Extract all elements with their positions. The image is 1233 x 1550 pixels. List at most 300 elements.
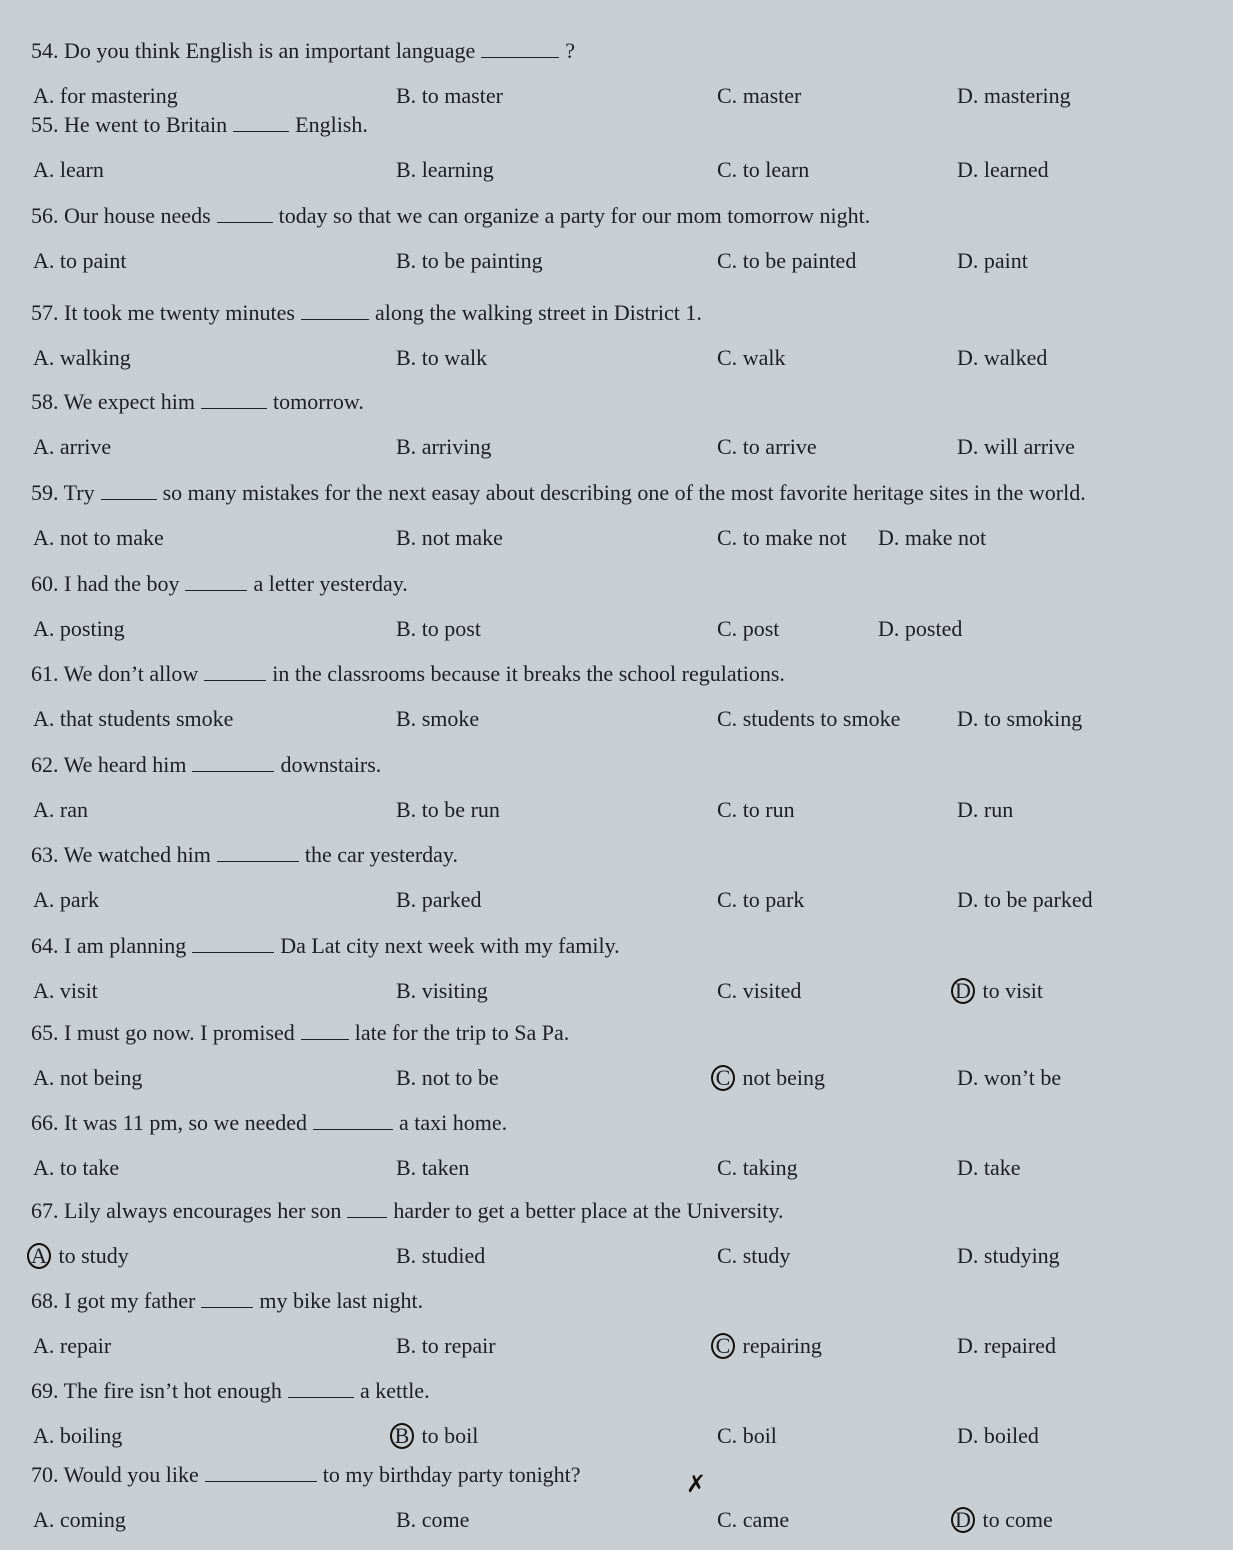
question-text-after: downstairs. xyxy=(280,752,382,777)
option-text: studied xyxy=(421,1243,486,1268)
option-text: not make xyxy=(421,525,503,550)
option-d[interactable] xyxy=(957,978,1043,1004)
option-letter: A. xyxy=(33,1507,55,1532)
option-text: learned xyxy=(983,157,1049,182)
question-number: 62. xyxy=(31,752,59,777)
option-letter: D. xyxy=(957,1243,979,1268)
option-text: post xyxy=(742,616,780,641)
question-number: 61. xyxy=(31,661,59,686)
option-text: not being xyxy=(59,1065,143,1090)
option-a[interactable] xyxy=(33,157,104,183)
option-letter: C. xyxy=(717,706,738,731)
option-c[interactable] xyxy=(717,1333,822,1359)
option-b[interactable] xyxy=(396,797,500,823)
question-text-after: ? xyxy=(565,38,575,63)
option-d[interactable] xyxy=(957,157,1049,183)
option-text: come xyxy=(421,1507,470,1532)
option-a[interactable] xyxy=(33,434,111,460)
option-letter: A. xyxy=(33,434,55,459)
question-70 xyxy=(0,1462,1233,1550)
question-62 xyxy=(0,752,1233,840)
option-d[interactable] xyxy=(957,1423,1039,1449)
option-a[interactable] xyxy=(33,525,164,551)
option-b[interactable] xyxy=(396,157,494,183)
option-b[interactable] xyxy=(396,1065,499,1091)
option-letter: B. xyxy=(396,887,417,912)
option-letter: A. xyxy=(33,1333,55,1358)
question-text-before: He went to Britain xyxy=(64,112,228,137)
option-a[interactable] xyxy=(33,1065,142,1091)
option-c[interactable] xyxy=(717,83,801,109)
option-a[interactable] xyxy=(33,797,88,823)
question-number: 70. xyxy=(31,1462,59,1487)
question-stem xyxy=(31,480,1086,506)
option-text: to boil xyxy=(421,1423,479,1448)
option-b[interactable] xyxy=(396,1333,496,1359)
option-text: posted xyxy=(904,616,963,641)
option-c[interactable] xyxy=(717,978,801,1004)
option-text: to make not xyxy=(742,525,847,550)
answer-blank[interactable] xyxy=(313,1111,393,1130)
option-letter: D. xyxy=(957,797,979,822)
option-b[interactable] xyxy=(396,1507,469,1533)
option-letter: A. xyxy=(33,616,55,641)
question-text-before: I had the boy xyxy=(64,571,180,596)
answer-blank[interactable] xyxy=(192,934,274,953)
option-c[interactable] xyxy=(717,157,809,183)
option-text: walking xyxy=(59,345,131,370)
option-a[interactable] xyxy=(33,1423,122,1449)
option-letter: B. xyxy=(396,434,417,459)
question-68 xyxy=(0,1288,1233,1376)
option-a[interactable] xyxy=(33,1243,129,1269)
question-text-before: Our house needs xyxy=(64,203,211,228)
option-c[interactable] xyxy=(717,525,847,551)
option-c[interactable] xyxy=(717,1065,825,1091)
option-a[interactable] xyxy=(33,345,131,371)
option-letter: B. xyxy=(396,1333,417,1358)
question-text-after: tomorrow. xyxy=(273,389,364,414)
option-text: walked xyxy=(983,345,1048,370)
option-text: walk xyxy=(742,345,786,370)
question-text-before: Do you think English is an important language xyxy=(64,38,476,63)
question-number: 68. xyxy=(31,1288,59,1313)
question-text-after: a taxi home. xyxy=(398,1110,508,1135)
question-number: 56. xyxy=(31,203,59,228)
option-letter: A. xyxy=(33,248,55,273)
option-letter: A. xyxy=(33,83,55,108)
question-text-after: English. xyxy=(295,112,368,137)
question-stem xyxy=(31,1462,581,1488)
option-letter: B. xyxy=(396,1155,417,1180)
option-text: not to make xyxy=(59,525,164,550)
question-stem xyxy=(31,661,785,687)
option-text: taken xyxy=(421,1155,470,1180)
answer-blank[interactable] xyxy=(288,1379,354,1398)
option-letter: A. xyxy=(33,1423,55,1448)
question-61 xyxy=(0,661,1233,749)
answer-blank[interactable] xyxy=(301,301,369,320)
question-60 xyxy=(0,571,1233,659)
question-stem xyxy=(31,389,364,415)
option-text: to paint xyxy=(59,248,127,273)
option-letter: C. xyxy=(717,83,738,108)
question-text-after: my bike last night. xyxy=(259,1288,424,1313)
option-text: boil xyxy=(742,1423,777,1448)
option-c[interactable] xyxy=(717,1243,790,1269)
option-letter: C. xyxy=(717,978,738,1003)
option-letter: A. xyxy=(33,887,55,912)
option-b[interactable] xyxy=(396,1155,469,1181)
question-text-before: We expect him xyxy=(63,389,196,414)
option-d[interactable] xyxy=(957,345,1047,371)
option-letter: D. xyxy=(957,1065,979,1090)
option-d[interactable] xyxy=(957,248,1028,274)
answer-blank[interactable] xyxy=(301,1021,349,1040)
answer-blank[interactable] xyxy=(233,113,289,132)
question-text-before: I am planning xyxy=(64,933,187,958)
option-a[interactable] xyxy=(33,978,98,1004)
option-letter: A. xyxy=(33,706,55,731)
option-text: visited xyxy=(742,978,802,1003)
question-number: 65. xyxy=(31,1020,59,1045)
option-letter: D. xyxy=(957,887,979,912)
option-d[interactable] xyxy=(957,83,1071,109)
option-b[interactable] xyxy=(396,434,491,460)
option-d[interactable] xyxy=(957,1333,1056,1359)
answer-blank[interactable] xyxy=(217,204,273,223)
option-text: to smoking xyxy=(983,706,1083,731)
option-letter: C. xyxy=(717,797,738,822)
question-number: 54. xyxy=(31,38,59,63)
option-d[interactable] xyxy=(957,434,1075,460)
option-letter: D. xyxy=(957,83,979,108)
option-text: run xyxy=(983,797,1014,822)
question-text-before: It took me twenty minutes xyxy=(64,300,295,325)
option-letter: A. xyxy=(33,157,55,182)
option-letter: C. xyxy=(717,248,738,273)
option-text: to visit xyxy=(982,978,1044,1003)
option-letter: C. xyxy=(717,616,738,641)
option-letter: B. xyxy=(396,248,417,273)
answer-blank[interactable] xyxy=(481,39,559,58)
option-text: arrive xyxy=(59,434,112,459)
option-letter: A. xyxy=(33,978,55,1003)
option-d[interactable] xyxy=(957,706,1082,732)
option-letter: B. xyxy=(396,978,417,1003)
question-text-before: I got my father xyxy=(64,1288,196,1313)
question-stem xyxy=(31,300,702,326)
option-text: boiling xyxy=(59,1423,123,1448)
question-number: 58. xyxy=(31,389,59,414)
option-d[interactable] xyxy=(957,1065,1061,1091)
option-letter: C. xyxy=(717,157,738,182)
option-letter: C. xyxy=(717,1423,738,1448)
answer-blank[interactable] xyxy=(217,843,299,862)
option-text: coming xyxy=(59,1507,126,1532)
question-text-before: Lily always encourages her son xyxy=(64,1198,342,1223)
option-letter: B. xyxy=(396,345,417,370)
option-letter: D. xyxy=(878,525,900,550)
option-b[interactable] xyxy=(396,525,503,551)
option-text: visit xyxy=(59,978,98,1003)
question-text-before: I must go now. I promised xyxy=(64,1020,295,1045)
option-letter: B. xyxy=(396,616,417,641)
option-text: will arrive xyxy=(983,434,1075,459)
question-stem xyxy=(31,752,381,778)
question-text-after: along the walking street in District 1. xyxy=(374,300,702,325)
option-letter: D. xyxy=(957,706,979,731)
option-c[interactable] xyxy=(717,248,856,274)
question-text-before: Would you like xyxy=(63,1462,199,1487)
option-text: to run xyxy=(742,797,795,822)
answer-blank[interactable] xyxy=(185,572,247,591)
option-letter: D. xyxy=(957,345,979,370)
option-text: visiting xyxy=(421,978,488,1003)
option-d[interactable] xyxy=(957,1243,1060,1269)
question-stem xyxy=(31,203,870,229)
option-letter: A. xyxy=(33,1155,55,1180)
option-letter: D. xyxy=(957,1333,979,1358)
option-letter: B. xyxy=(396,525,417,550)
option-b[interactable] xyxy=(396,248,543,274)
option-b[interactable] xyxy=(396,616,481,642)
option-text: parked xyxy=(421,887,482,912)
option-letter: A. xyxy=(33,525,55,550)
option-text: paint xyxy=(983,248,1028,273)
option-c[interactable] xyxy=(717,706,900,732)
option-letter: A xyxy=(27,1243,51,1269)
question-text-after: late for the trip to Sa Pa. xyxy=(354,1020,570,1045)
option-text: to be painting xyxy=(421,248,543,273)
option-letter: B. xyxy=(396,1065,417,1090)
question-64 xyxy=(0,933,1233,1021)
question-text-after: the car yesterday. xyxy=(304,842,459,867)
question-number: 66. xyxy=(31,1110,59,1135)
option-letter: B. xyxy=(396,1507,417,1532)
option-b[interactable] xyxy=(396,345,487,371)
option-a[interactable] xyxy=(33,83,178,109)
option-a[interactable] xyxy=(33,1507,126,1533)
option-letter: A. xyxy=(33,1065,55,1090)
question-stem xyxy=(31,571,408,597)
option-b[interactable] xyxy=(396,1423,478,1449)
question-number: 69. xyxy=(31,1378,59,1403)
question-number: 57. xyxy=(31,300,59,325)
option-text: smoke xyxy=(421,706,480,731)
option-text: not being xyxy=(742,1065,825,1090)
question-stem xyxy=(31,1198,783,1224)
option-d[interactable] xyxy=(878,525,986,551)
option-letter: D. xyxy=(957,157,979,182)
option-text: to post xyxy=(421,616,481,641)
option-letter: B. xyxy=(396,1243,417,1268)
option-b[interactable] xyxy=(396,706,479,732)
option-letter: D xyxy=(951,978,975,1004)
option-letter: C xyxy=(711,1065,735,1091)
option-text: won’t be xyxy=(983,1065,1062,1090)
option-letter: D. xyxy=(957,1423,979,1448)
option-c[interactable] xyxy=(717,1155,798,1181)
option-letter: D xyxy=(951,1507,975,1533)
option-b[interactable] xyxy=(396,978,488,1004)
question-57 xyxy=(0,300,1233,388)
option-text: boiled xyxy=(983,1423,1039,1448)
option-text: to arrive xyxy=(742,434,817,459)
question-66 xyxy=(0,1110,1233,1198)
answer-blank[interactable] xyxy=(201,390,267,409)
option-b[interactable] xyxy=(396,1243,485,1269)
option-text: mastering xyxy=(983,83,1071,108)
answer-blank[interactable] xyxy=(347,1199,387,1218)
option-text: not to be xyxy=(421,1065,499,1090)
question-number: 63. xyxy=(31,842,59,867)
question-text-before: We watched him xyxy=(63,842,211,867)
question-58 xyxy=(0,389,1233,477)
question-56 xyxy=(0,203,1233,291)
question-text-after: today so that we can organize a party for our mom tomorrow night. xyxy=(278,203,871,228)
option-a[interactable] xyxy=(33,706,233,732)
question-number: 60. xyxy=(31,571,59,596)
answer-blank[interactable] xyxy=(201,1289,253,1308)
option-letter: D. xyxy=(957,1155,979,1180)
question-69 xyxy=(0,1378,1233,1466)
option-b[interactable] xyxy=(396,83,503,109)
option-letter: A. xyxy=(33,345,55,370)
option-text: arriving xyxy=(421,434,492,459)
option-c[interactable] xyxy=(717,345,785,371)
option-d[interactable] xyxy=(957,1507,1053,1533)
option-a[interactable] xyxy=(33,1155,119,1181)
question-59 xyxy=(0,480,1233,568)
option-text: learning xyxy=(421,157,494,182)
option-text: for mastering xyxy=(59,83,178,108)
option-text: to master xyxy=(421,83,503,108)
option-text: ran xyxy=(59,797,88,822)
option-a[interactable] xyxy=(33,887,99,913)
option-text: repair xyxy=(59,1333,112,1358)
option-b[interactable] xyxy=(396,887,482,913)
question-stem xyxy=(31,1110,507,1136)
option-letter: D. xyxy=(957,434,979,459)
option-text: to take xyxy=(59,1155,120,1180)
option-text: repairing xyxy=(742,1333,822,1358)
question-65 xyxy=(0,1020,1233,1108)
option-d[interactable] xyxy=(957,1155,1021,1181)
option-text: repaired xyxy=(983,1333,1056,1358)
question-text-before: The fire isn’t hot enough xyxy=(63,1378,282,1403)
answer-blank[interactable] xyxy=(192,753,274,772)
option-c[interactable] xyxy=(717,887,804,913)
question-number: 64. xyxy=(31,933,59,958)
option-text: students to smoke xyxy=(742,706,901,731)
question-text-after: to my birthday party tonight? xyxy=(322,1462,581,1487)
question-stem xyxy=(31,1378,430,1404)
question-stem xyxy=(31,1288,423,1314)
option-letter: C. xyxy=(717,434,738,459)
option-letter: A. xyxy=(33,797,55,822)
option-text: to be parked xyxy=(983,887,1093,912)
option-letter: C. xyxy=(717,525,738,550)
option-c[interactable] xyxy=(717,434,817,460)
option-text: posting xyxy=(59,616,125,641)
question-stem xyxy=(31,112,368,138)
answer-blank[interactable] xyxy=(101,481,157,500)
question-text-after: harder to get a better place at the University. xyxy=(393,1198,784,1223)
option-c[interactable] xyxy=(717,797,795,823)
option-letter: B. xyxy=(396,83,417,108)
option-text: study xyxy=(742,1243,791,1268)
question-55 xyxy=(0,112,1233,200)
option-text: park xyxy=(59,887,99,912)
option-letter: C. xyxy=(717,1507,738,1532)
option-letter: B. xyxy=(396,797,417,822)
option-letter: C. xyxy=(717,1155,738,1180)
question-text-before: It was 11 pm, so we needed xyxy=(64,1110,307,1135)
option-a[interactable] xyxy=(33,616,125,642)
wrong-mark-icon: ✗ xyxy=(686,1470,707,1498)
question-text-before: Try xyxy=(63,480,95,505)
option-text: master xyxy=(742,83,802,108)
question-67 xyxy=(0,1198,1233,1286)
option-d[interactable] xyxy=(878,616,962,642)
question-text-before: We heard him xyxy=(63,752,187,777)
option-text: to study xyxy=(58,1243,129,1268)
option-c[interactable] xyxy=(717,1507,789,1533)
option-text: that students smoke xyxy=(59,706,234,731)
option-letter: B. xyxy=(396,706,417,731)
option-a[interactable] xyxy=(33,248,127,274)
option-text: taking xyxy=(742,1155,798,1180)
option-text: to repair xyxy=(421,1333,496,1358)
question-text-after: a letter yesterday. xyxy=(253,571,408,596)
question-stem xyxy=(31,1020,569,1046)
option-text: to park xyxy=(742,887,805,912)
option-text: studying xyxy=(983,1243,1060,1268)
option-c[interactable] xyxy=(717,616,779,642)
option-letter: C. xyxy=(717,345,738,370)
option-a[interactable] xyxy=(33,1333,111,1359)
option-c[interactable] xyxy=(717,1423,777,1449)
question-63 xyxy=(0,842,1233,930)
answer-blank[interactable] xyxy=(205,1463,317,1482)
question-number: 67. xyxy=(31,1198,59,1223)
option-text: to be run xyxy=(421,797,500,822)
option-text: came xyxy=(742,1507,790,1532)
question-text-after: so many mistakes for the next easay about describing one of the most favorite heritage sites in the world. xyxy=(162,480,1086,505)
question-text-before: We don’t allow xyxy=(63,661,199,686)
option-letter: C. xyxy=(717,1243,738,1268)
option-d[interactable] xyxy=(957,887,1093,913)
option-letter: D. xyxy=(957,248,979,273)
question-number: 59. xyxy=(31,480,59,505)
question-text-after: in the classrooms because it breaks the school regulations. xyxy=(272,661,785,686)
question-text-after: Da Lat city next week with my family. xyxy=(280,933,620,958)
question-stem xyxy=(31,933,620,959)
answer-blank[interactable] xyxy=(204,662,266,681)
option-d[interactable] xyxy=(957,797,1013,823)
option-text: learn xyxy=(59,157,104,182)
question-stem xyxy=(31,842,458,868)
question-stem xyxy=(31,38,575,64)
option-letter: D. xyxy=(878,616,900,641)
question-number: 55. xyxy=(31,112,59,137)
option-text: to be painted xyxy=(742,248,857,273)
option-letter: B xyxy=(390,1423,414,1449)
question-text-after: a kettle. xyxy=(359,1378,430,1403)
option-letter: B. xyxy=(396,157,417,182)
option-letter: C. xyxy=(717,887,738,912)
